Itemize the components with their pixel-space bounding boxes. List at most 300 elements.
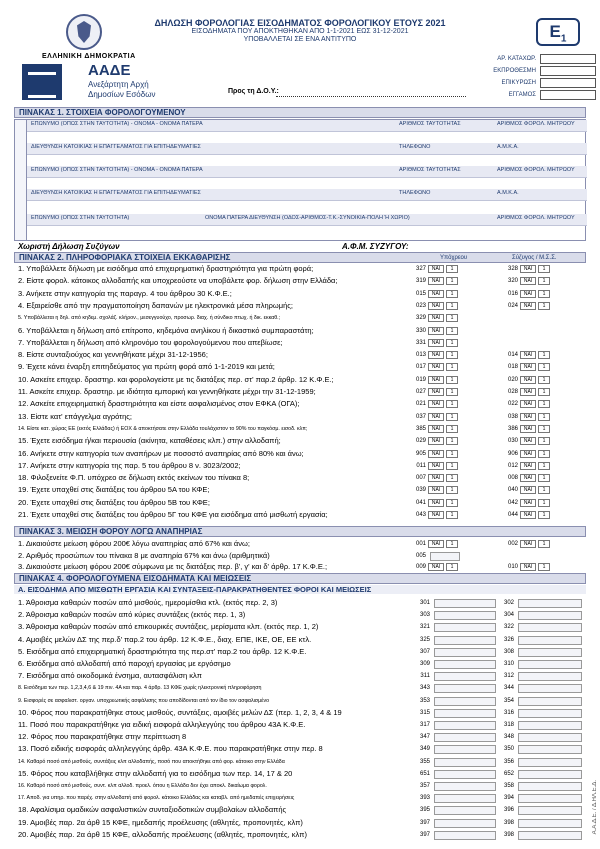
income-row [14,830,586,840]
one-checkbox[interactable]: 1 [446,499,458,507]
yes-checkbox[interactable]: ΝΑΙ [520,265,536,273]
question-label: 7. Υποβάλλεται η δήλωση από κληρονόμο του φορολογούμενου που απεβίωσε; [18,337,283,347]
field-code: 310 [503,661,514,667]
field-code: 356 [503,758,514,765]
doy-label: Προς τη Δ.Ο.Υ.: [228,88,279,95]
field-code: 906 [507,450,518,457]
field-label: Α.Μ.Κ.Α. [497,144,519,150]
question-label: 10. Ασκείτε επιχειρ. δραστηρ. και φορολογείστε με τις διατάξεις περ. στ' παρ.2 άρθρ. 12 Κ.Φ.Ε.; [18,374,334,384]
field-code: 039 [415,487,426,494]
yes-checkbox[interactable]: ΝΑΙ [520,540,536,548]
amount-field[interactable] [434,831,496,840]
field-label: ΕΠΩΝΥΜΟ (ΟΠΩΣ ΣΤΗΝ ΤΑΥΤΟΤΗΤΑ) - ΟΝΟΜΑ - ΟΝΟΜΑ ΠΑΤΕΡΑ [31,121,203,127]
amount-field[interactable] [434,623,496,632]
amount-field[interactable] [518,733,582,742]
form-subtitle: ΕΙΣΟΔΗΜΑΤΑ ΠΟΥ ΑΠΟΚΤΗΘΗΚΑΝ ΑΠΟ 1-1-2021 ΕΩΣ 31-12-2021 [191,28,409,35]
field-code: 326 [503,636,514,643]
field-label: ΑΡΙΘΜΟΣ ΦΟΡΟΛ. ΜΗΤΡΩΟΥ [497,167,575,173]
amount-field[interactable] [518,672,582,681]
amount-field[interactable] [518,636,582,645]
aade-logo-icon [22,64,62,100]
field-code: 905 [415,450,426,457]
field-code: 354 [503,697,514,704]
amount-field[interactable] [434,672,496,681]
amount-field[interactable] [518,684,582,693]
income-row [14,805,586,815]
info-row [14,436,586,446]
field-label: ΑΡΙΘΜΟΣ ΤΑΥΤΟΤΗΤΑΣ [399,167,461,173]
yes-checkbox[interactable]: ΝΑΙ [520,388,536,396]
one-checkbox[interactable]: 1 [446,339,458,347]
info-row [14,510,586,520]
one-checkbox[interactable]: 1 [538,462,550,470]
section4-title: ΠΙΝΑΚΑΣ 4. ΦΟΡΟΛΟΓΟΥΜΕΝΑ ΕΙΣΟΔΗΜΑΤΑ ΚΑΙ ΜΕΙΩΣΕΙΣ [14,573,586,584]
field-label: ΤΗΛΕΦΩΝΟ [399,144,431,150]
field-label: ΕΠΩΝΥΜΟ (ΟΠΩΣ ΣΤΗΝ ΤΑΥΤΟΤΗΤΑ) - ΟΝΟΜΑ - ΟΝΟΜΑ ΠΑΤΕΡΑ [31,167,203,173]
yes-checkbox[interactable]: ΝΑΙ [428,400,444,408]
income-label: 6. Εισόδημα από αλλοδαπή από παροχή εργασίας με εργόσημο [18,659,231,668]
yes-checkbox[interactable]: ΝΑΙ [428,563,444,571]
one-checkbox[interactable]: 1 [538,388,550,396]
field-code: 317 [419,722,430,728]
field-code: 012 [507,462,518,469]
info-row [14,461,586,471]
info-row [14,264,586,274]
amount-field[interactable] [518,770,582,779]
yes-checkbox[interactable]: ΝΑΙ [428,277,444,285]
amount-field[interactable] [518,806,582,815]
amount-field[interactable] [434,819,496,828]
yes-checkbox[interactable]: ΝΑΙ [428,499,444,507]
amount-field[interactable] [518,648,582,657]
amount-field[interactable] [518,745,582,754]
country-name: ΕΛΛΗΝΙΚΗ ΔΗΜΟΚΡΑΤΙΑ [42,53,136,60]
income-row [14,744,586,754]
section1-side-labels [15,120,27,240]
one-checkbox[interactable]: 1 [446,351,458,359]
one-checkbox[interactable]: 1 [446,327,458,335]
field-code: 009 [415,564,426,570]
field-code: 397 [419,831,430,838]
greek-emblem-icon [66,14,102,50]
one-checkbox[interactable]: 1 [538,425,550,433]
field-code: 043 [415,512,426,518]
field-code: 301 [419,600,430,606]
income-row [14,622,586,632]
yes-checkbox[interactable]: ΝΑΙ [428,540,444,548]
amount-field[interactable] [434,758,496,767]
one-checkbox[interactable]: 1 [446,265,458,273]
amount-field[interactable] [434,745,496,754]
yes-checkbox[interactable]: ΝΑΙ [520,376,536,384]
question-label: 2. Είστε φορολ. κάτοικος αλλοδαπής και υποχρεούστε να υποβάλετε φορ. δήλωση στην Ελλάδα; [18,276,338,286]
one-checkbox[interactable]: 1 [538,563,550,571]
yes-checkbox[interactable]: ΝΑΙ [428,413,444,421]
field-code: 011 [416,462,426,469]
header-right-box[interactable] [540,78,596,88]
question-label: 19. Έχετε υπαχθεί στις διατάξεις του άρθρου 5Α του ΚΦΕ; [18,485,210,495]
income-row [14,818,586,828]
field-code: 330 [415,327,426,334]
field-code: 018 [507,364,518,371]
one-checkbox[interactable]: 1 [446,462,458,470]
field-code: 398 [503,831,514,838]
question-label: 3. Ανήκετε στην κατηγορία της παραγρ. 4 του άρθρου 30 Κ.Φ.Ε.; [18,288,232,298]
yes-checkbox[interactable]: ΝΑΙ [520,563,536,571]
yes-checkbox[interactable]: ΝΑΙ [520,462,536,470]
yes-checkbox[interactable]: ΝΑΙ [428,339,444,347]
info-row [14,424,586,434]
field-label: ΤΗΛΕΦΩΝΟ [399,190,431,196]
amount-field[interactable] [434,806,496,815]
yes-checkbox[interactable]: ΝΑΙ [520,413,536,421]
info-row [14,375,586,385]
amount-field[interactable] [434,697,496,706]
section3-title: ΠΙΝΑΚΑΣ 3. ΜΕΙΩΣΗ ΦΟΡΟΥ ΛΟΓΩ ΑΝΑΠΗΡΙΑΣ [14,526,586,537]
info-row [14,449,586,459]
field-code: 311 [420,673,430,680]
field-label: ΔΙΕΥΘΥΝΣΗ ΚΑΤΟΙΚΙΑΣ Η ΕΠΑΓΓΕΛΜΑΤΟΣ ΓΙΑ ΕΠΙΤΗΔΕΥΜΑΤΙΕΣ [31,144,201,150]
field-code: 304 [503,612,514,619]
one-checkbox[interactable]: 1 [538,400,550,408]
field-code: 327 [415,266,426,272]
disability-row [14,539,586,549]
yes-checkbox[interactable]: ΝΑΙ [520,290,536,298]
amount-field[interactable] [518,660,582,669]
field-code: 397 [419,819,430,826]
amount-field[interactable] [430,552,460,561]
yes-checkbox[interactable]: ΝΑΙ [428,486,444,494]
info-row [14,498,586,508]
income-row [14,696,586,706]
question-label: 13. Είστε κατ' επάγγελμα αγρότης; [18,411,133,421]
one-checkbox[interactable]: 1 [538,351,550,359]
amount-field[interactable] [434,599,496,608]
yes-checkbox[interactable]: ΝΑΙ [428,462,444,470]
field-code: 041 [415,499,426,506]
header-right-box[interactable] [540,90,596,100]
question-label: 16. Ανήκετε στην κατηγορία των αναπήρων με ποσοστό αναπηρίας από 80% και άνω; [18,448,304,458]
question-label: 12. Ασκείτε επιχειρηματική δραστηριότητα και είστε ασφαλισμένος στον ΕΦΚΑ (ΟΓΑ); [18,399,300,409]
yes-checkbox[interactable]: ΝΑΙ [428,474,444,482]
yes-checkbox[interactable]: ΝΑΙ [520,425,536,433]
income-row [14,671,586,681]
income-row [14,610,586,620]
one-checkbox[interactable]: 1 [538,290,550,298]
yes-checkbox[interactable]: ΝΑΙ [428,327,444,335]
field-code: 344 [503,685,514,692]
field-code: 020 [507,376,518,383]
amount-field[interactable] [518,794,582,803]
form-side-code: Α.Α.Δ.Ε. / Δ.ΗΛ.Ε.Δ. [592,780,598,835]
income-row [14,683,586,693]
amount-field[interactable] [518,819,582,828]
income-label: 11. Ποσό που παρακρατήθηκε για ειδική εισφορά αλληλεγγύης του άρθρου 43Α Κ.Φ.Ε. [18,720,306,729]
field-code: 007 [415,475,426,482]
field-code: 042 [507,499,518,506]
info-row [14,399,586,409]
taxpayer-row[interactable] [27,143,587,155]
amount-field[interactable] [518,697,582,706]
doy-input[interactable] [276,96,466,97]
amount-field[interactable] [434,636,496,645]
income-label: 1. Άθροισμα καθαρών ποσών από μισθούς, ημερομίσθια κτλ. (εκτός περ. 2, 3) [18,598,278,607]
income-row [14,647,586,657]
income-row [14,635,586,645]
one-checkbox[interactable]: 1 [446,314,458,322]
field-label: ΕΠΩΝΥΜΟ (ΟΠΩΣ ΣΤΗΝ ΤΑΥΤΟΤΗΤΑ) [31,215,130,221]
amount-field[interactable] [434,782,496,791]
info-row [14,362,586,372]
yes-checkbox[interactable]: ΝΑΙ [520,450,536,458]
income-label: 9. Εισφορές σε ασφαλιστ. οργαν. υποχρεωτικής ασφάλισης που αποδίδονται από τον ίδιο τον ασφαλισμένο [18,697,270,704]
amount-field[interactable] [434,684,496,693]
field-code: 002 [507,541,518,547]
amount-field[interactable] [518,623,582,632]
income-row [14,708,586,718]
income-label: 18. Αφαλίσιμα ομαδικών ασφαλιστικών συνταξιοδοτικών συμβολαίων αλλοδαπής [18,805,287,815]
one-checkbox[interactable]: 1 [446,413,458,421]
question-label: 11. Ασκείτε επιχειρ. δραστηρ. με ιδιότητα εμπορική και γεννηθήκατε μέχρι την 31-12-1959; [18,387,316,396]
yes-checkbox[interactable]: ΝΑΙ [520,302,536,310]
aade-name: ΑΑΔΕ [88,62,131,79]
info-row [14,313,586,323]
header-right-label: ΕΠΙΚΥΡΩΣΗ [501,80,536,86]
yes-checkbox[interactable]: ΝΑΙ [520,511,536,519]
question-label: 9. Έχετε κάνει έναρξη επιτηδεύματος για πρώτη φορά από 1-1-2019 και μετά; [18,362,275,372]
one-checkbox[interactable]: 1 [446,486,458,494]
yes-checkbox[interactable]: ΝΑΙ [428,351,444,359]
one-checkbox[interactable]: 1 [538,302,550,310]
field-code: 307 [419,648,430,655]
question-label: 4. Εξαιρείσθε από την πραγματοποίηση δαπανών με ηλεκτρονικά μέσα πληρωμής; [18,300,293,310]
amount-field[interactable] [518,758,582,767]
col-obligor: Υπόχρεου [440,255,468,261]
yes-checkbox[interactable]: ΝΑΙ [520,351,536,359]
income-label: 5. Εισόδημα από επιχειρηματική δραστηριότητα της περ.στ' παρ.2 του άρθρ. 12 Κ.Φ.Ε. [18,646,307,656]
question-label: 14. Είστε κατ. χώρας ΕΕ (εκτός Ελλάδας) ή ΕΟΧ & αποκτήσατε στην Ελλάδα τουλάχιστον το 90% του παγκόσμ. εισοδ. κλπ; [18,425,308,432]
one-checkbox[interactable]: 1 [446,277,458,285]
yes-checkbox[interactable]: ΝΑΙ [428,450,444,458]
question-label: 8. Είστε συνταξιούχος και γεννηθήκατε μέχρι 31-12-1956; [18,350,208,360]
one-checkbox[interactable]: 1 [446,437,458,445]
taxpayer-row[interactable] [27,166,587,178]
field-code: 386 [507,425,518,432]
field-code: 016 [507,290,518,297]
field-code: 395 [419,807,430,814]
yes-checkbox[interactable]: ΝΑΙ [428,511,444,519]
income-label: 7. Εισόδημα από οικοδομικά ένσημα, αυτασφάλιση κλπ [18,671,202,681]
one-checkbox[interactable]: 1 [538,450,550,458]
taxpayer-row[interactable] [27,120,587,132]
income-label: 2. Άθροισμα καθαρών ποσών από κύριες συντάξεις (εκτός περ. 1, 3) [18,610,246,620]
yes-checkbox[interactable]: ΝΑΙ [428,425,444,433]
taxpayer-details-table [14,119,586,241]
income-label: 13. Ποσό ειδικής εισφοράς αλληλεγγύης άρθρ. 43Α Κ.Φ.Ε. που παρακρατήθηκε στην περ. 8 [18,744,323,754]
amount-field[interactable] [434,770,496,779]
field-code: 316 [503,709,514,716]
field-label: Α.Μ.Κ.Α. [497,190,519,196]
field-code: 022 [507,401,518,408]
field-code: 013 [415,352,426,359]
yes-checkbox[interactable]: ΝΑΙ [520,499,536,507]
amount-field[interactable] [518,831,582,840]
field-code: 396 [503,807,514,814]
field-code: 005 [415,552,426,559]
one-checkbox[interactable]: 1 [538,376,550,384]
info-row [14,276,586,286]
section1-title: ΠΙΝΑΚΑΣ 1. ΣΤΟΙΧΕΙΑ ΦΟΡΟΛΟΓΟΥΜΕΝΟΥ [14,107,586,118]
amount-field[interactable] [518,709,582,718]
amount-field[interactable] [434,794,496,803]
one-checkbox[interactable]: 1 [446,400,458,408]
field-code: 014 [507,352,518,359]
yes-checkbox[interactable]: ΝΑΙ [428,437,444,445]
field-code: 027 [415,389,426,395]
one-checkbox[interactable]: 1 [446,388,458,396]
income-label: 19. Αμοιβές παρ. 2α άρθ 15 ΚΦΕ, ημεδαπής προέλευσης (αθλητές, προπονητές, κλπ) [18,817,303,827]
info-row [14,473,586,483]
field-code: 029 [415,438,426,445]
field-code: 037 [415,413,426,420]
income-label: 8. Εισόδημα των περ. 1,2,3,4,6 & 19 πιν. 4Α και παρ. 4 άρθρ. 13 ΚΦΕ χωρίς ηλεκτρονική πληροφόρηση [18,685,262,692]
one-checkbox[interactable]: 1 [538,265,550,273]
income-label: 16. Καθαρό ποσό από μισθούς, συντ. κλπ αλλοδ. προελ. όπου η Ελλάδα δεν έχει αποκλ. δικαίωμα φορολ. [18,783,267,789]
yes-checkbox[interactable]: ΝΑΙ [428,363,444,371]
one-checkbox[interactable]: 1 [538,540,550,548]
income-row [14,598,586,608]
info-row [14,338,586,348]
income-label: 20. Αμοιβές παρ. 2α άρθ 15 ΚΦΕ, αλλοδαπής προέλευσης (αθλητές, προπονητές, κλπ) [18,829,307,839]
field-code: 349 [419,746,430,753]
info-row [14,289,586,299]
amount-field[interactable] [518,599,582,608]
field-code: 347 [419,734,430,741]
field-code: 023 [415,302,426,309]
spouse-afm-label: Α.Φ.Μ. ΣΥΖΥΓΟΥ: [342,242,409,251]
header-right-label: ΕΚΠΡΟΘΕΣΜΗ [493,68,536,74]
field-code: 652 [503,770,514,777]
income-row [14,720,586,730]
amount-field[interactable] [434,611,496,620]
disability-row [14,562,586,572]
field-code: 309 [419,661,430,667]
one-checkbox[interactable]: 1 [446,511,458,519]
field-code: 358 [503,783,514,789]
yes-checkbox[interactable]: ΝΑΙ [520,363,536,371]
one-checkbox[interactable]: 1 [538,363,550,371]
amount-field[interactable] [434,648,496,657]
aade-subtitle: Ανεξάρτητη Αρχή Δημοσίων Εσόδων [88,80,156,99]
amount-field[interactable] [434,733,496,742]
question-label: 17. Ανήκετε στην κατηγορία της παρ. 5 του άρθρου 8 ν. 3023/2002; [18,460,241,470]
amount-field[interactable] [434,721,496,730]
field-code: 038 [507,413,518,420]
one-checkbox[interactable]: 1 [538,474,550,482]
question-label: 1. Δικαιούστε μείωση φόρου 200€ λόγω αναπηρίας από 67% και άνω; [18,539,250,548]
one-checkbox[interactable]: 1 [446,563,458,571]
header-right-label: ΕΓΓΑΜΟΣ [508,92,536,98]
question-label: 21. Έχετε υπαχθεί στις διατάξεις του άρθρου 5Γ του ΚΦΕ για εισόδημα από μισθωτή εργασία; [18,510,328,519]
one-checkbox[interactable]: 1 [446,474,458,482]
one-checkbox[interactable]: 1 [446,363,458,371]
field-code: 318 [503,722,514,728]
one-checkbox[interactable]: 1 [538,499,550,507]
one-checkbox[interactable]: 1 [446,302,458,310]
field-code: 385 [415,425,426,432]
info-row [14,485,586,495]
one-checkbox[interactable]: 1 [446,540,458,548]
amount-field[interactable] [434,709,496,718]
one-checkbox[interactable]: 1 [446,450,458,458]
col-spouse: Σύζυγος / Μ.Σ.Σ. [512,255,557,261]
one-checkbox[interactable]: 1 [446,425,458,433]
one-checkbox[interactable]: 1 [446,290,458,298]
one-checkbox[interactable]: 1 [538,437,550,445]
info-row [14,350,586,360]
field-code: 308 [503,648,514,655]
field-code: 028 [507,389,518,395]
field-code: 651 [419,770,430,777]
one-checkbox[interactable]: 1 [538,277,550,285]
field-code: 030 [507,438,518,445]
yes-checkbox[interactable]: ΝΑΙ [520,277,536,285]
question-label: 1. Υποβάλλετε δήλωση με εισόδημα από επιχειρηματική δραστηριότητα για πρώτη φορά; [18,264,314,273]
header-right-box[interactable] [540,66,596,76]
income-label: 12. Φόρος που παρακρατήθηκε στην περίπτωση 8 [18,732,187,742]
amount-field[interactable] [518,782,582,791]
field-code: 357 [419,783,430,789]
taxpayer-row[interactable] [27,214,587,226]
field-code: 015 [415,290,426,297]
income-row [14,757,586,767]
field-code: 331 [415,339,426,346]
yes-checkbox[interactable]: ΝΑΙ [428,265,444,273]
yes-checkbox[interactable]: ΝΑΙ [428,302,444,310]
one-checkbox[interactable]: 1 [538,413,550,421]
amount-field[interactable] [434,660,496,669]
yes-checkbox[interactable]: ΝΑΙ [520,400,536,408]
one-checkbox[interactable]: 1 [538,486,550,494]
field-code: 393 [419,795,430,802]
taxpayer-row[interactable] [27,189,587,201]
section2-title: ΠΙΝΑΚΑΣ 2. ΠΛΗΡΟΦΟΡΙΑΚΑ ΣΤΟΙΧΕΙΑ ΕΚΚΑΘΑΡΙΣΗΣ [14,252,586,263]
amount-field[interactable] [518,721,582,730]
one-checkbox[interactable]: 1 [538,511,550,519]
yes-checkbox[interactable]: ΝΑΙ [428,376,444,384]
one-checkbox[interactable]: 1 [446,376,458,384]
yes-checkbox[interactable]: ΝΑΙ [428,388,444,396]
yes-checkbox[interactable]: ΝΑΙ [520,486,536,494]
field-code: 024 [507,302,518,309]
field-code: 398 [503,819,514,826]
field-code: 019 [415,376,426,383]
yes-checkbox[interactable]: ΝΑΙ [520,474,536,482]
header-right-box[interactable] [540,54,596,64]
question-label: 18. Φιλοξενείτε Φ.Π. υπόχρεο σε δήλωση εκτός εκείνων του πίνακα 8; [18,473,250,483]
field-code: 394 [503,795,514,802]
yes-checkbox[interactable]: ΝΑΙ [428,290,444,298]
income-label: 4. Αμοιβές μελών ΔΣ της περ.δ' παρ.2 του άρθρ. 12 Κ.Φ.Ε., διαχ. ΕΠΕ, ΙΚΕ, ΟΕ, ΕΕ κτλ. [18,634,312,644]
yes-checkbox[interactable]: ΝΑΙ [428,314,444,322]
field-code: 322 [503,624,514,631]
amount-field[interactable] [518,611,582,620]
yes-checkbox[interactable]: ΝΑΙ [520,437,536,445]
question-label: 2. Αριθμός προσώπων του πίνακα 8 με αναπηρία 67% και άνω (αριθμητικά) [18,550,270,560]
question-label: 15. Έχετε εισόδημα ή/και περιουσία (ακίνητα, καταθέσεις κλπ.) στην αλλοδαπή; [18,436,281,446]
income-label: 17. Αποδ. για υπηρ. που παρέχ. στην αλλοδαπή από φορολ. κάτοικο Ελλάδας και καταβλ. από ημεδαπές επιχειρήσεις [18,795,295,802]
field-code: 315 [419,709,430,716]
